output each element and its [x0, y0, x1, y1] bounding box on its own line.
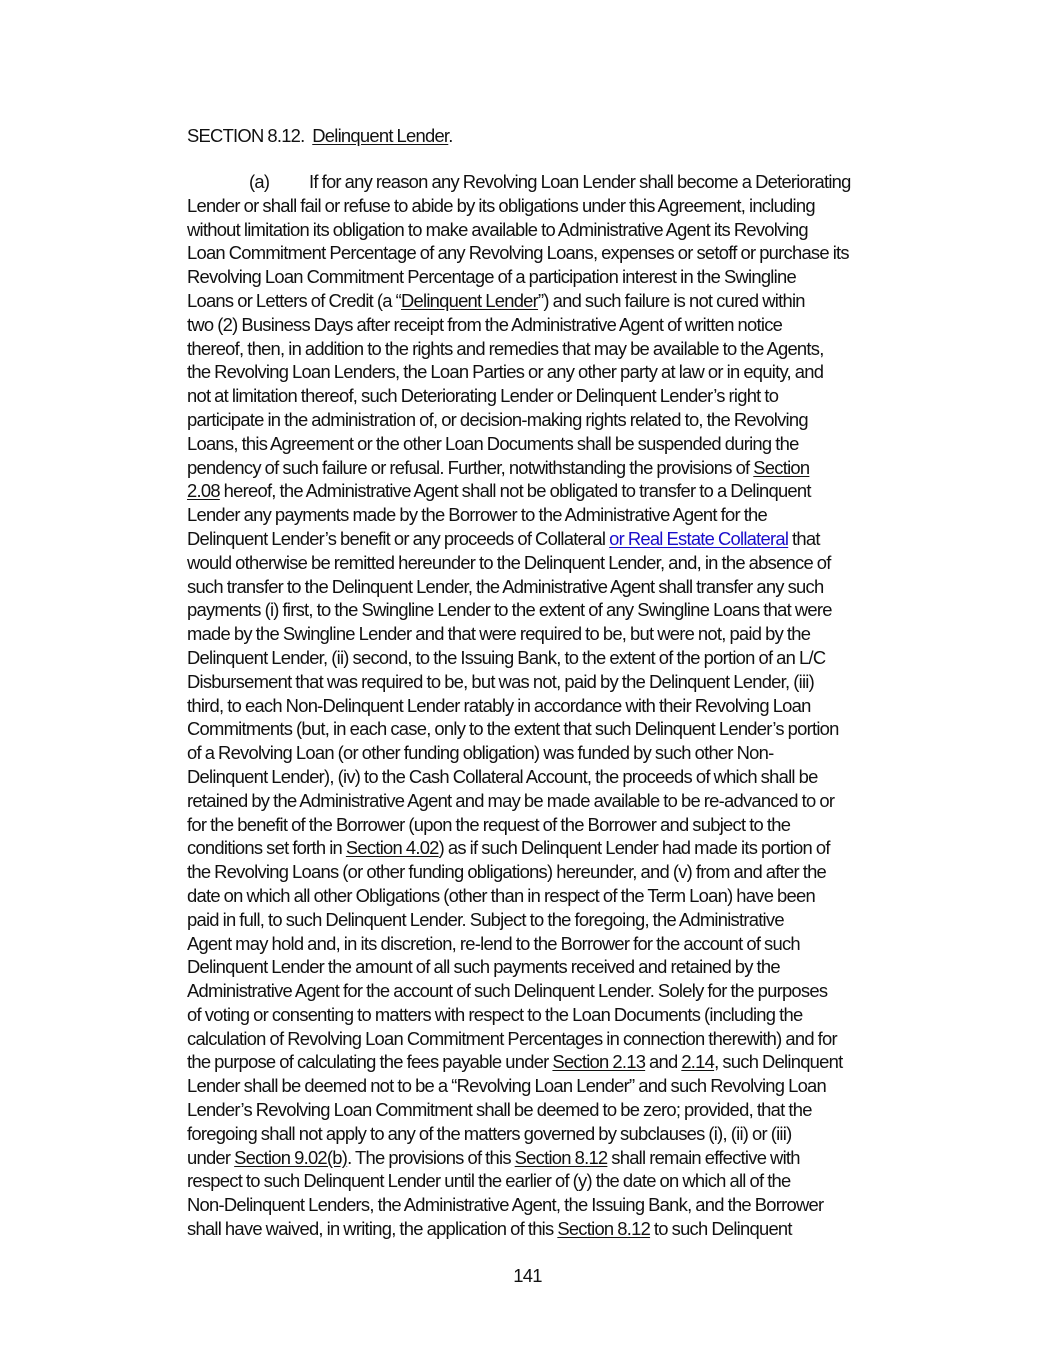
paragraph-line: for the benefit of the Borrower (upon the request of the Borrower and subject to the — [187, 813, 791, 835]
paragraph-line: not at limitation thereof, such Deteriorating Lender or Delinquent Lender’s right to — [187, 385, 779, 407]
section-reference: 2.08 — [187, 480, 220, 502]
paragraph-line: paid in full, to such Delinquent Lender. Subject to the foregoing, the Administrative — [187, 908, 784, 930]
paragraph-line: Lender any payments made by the Borrower to the Administrative Agent for the — [187, 504, 768, 526]
real-estate-collateral-link[interactable]: or Real Estate Collateral — [609, 527, 789, 549]
paragraph-line: Delinquent Lender, (ii) second, to the Issuing Bank, to the extent of the portion of an L/C — [187, 646, 826, 668]
paragraph-line: the Revolving Loan Lenders, the Loan Parties or any other party at law or in equity, and — [187, 361, 824, 383]
paragraph-line: thereof, then, in addition to the rights and remedies that may be available to the Agents, — [187, 337, 824, 359]
paragraph-line: Delinquent Lender’s benefit or any proceeds of Collateral or Real Estate Collateral that — [187, 527, 820, 549]
paragraph-line: made by the Swingline Lender and that were required to be, but were not, paid by the — [187, 623, 811, 645]
paragraph-line: 2.08 hereof, the Administrative Agent shall not be obligated to transfer to a Delinquent — [187, 480, 811, 502]
paragraph-line: Lender’s Revolving Loan Commitment shall be deemed to be zero; provided, that the — [187, 1099, 812, 1121]
paragraph-line: Loans or Letters of Credit (a “Delinquent Lender”) and such failure is not cured within — [187, 289, 805, 311]
paragraph-line: Loans, this Agreement or the other Loan Documents shall be suspended during the — [187, 432, 799, 454]
section-reference: Section 8.12 — [557, 1218, 651, 1240]
paragraph-line: calculation of Revolving Loan Commitment Percentages in connection therewith) and for — [187, 1027, 837, 1049]
paragraph-line: Loan Commitment Percentage of any Revolving Loans, expenses or setoff or purchase its — [187, 242, 849, 264]
paragraph-line: retained by the Administrative Agent and may be made available to be re-advanced to or — [187, 789, 835, 811]
paragraph-line: Administrative Agent for the account of such Delinquent Lender. Solely for the purposes — [187, 980, 828, 1002]
paragraph-line: such transfer to the Delinquent Lender, the Administrative Agent shall transfer any such — [187, 575, 824, 597]
paragraph-line: Delinquent Lender the amount of all such payments received and retained by the — [187, 956, 780, 978]
section-reference: Section 8.12 — [514, 1146, 608, 1168]
paragraph-line: third, to each Non-Delinquent Lender ratably in accordance with their Revolving Loan — [187, 694, 811, 716]
section-reference: Section 2.13 — [552, 1051, 646, 1073]
paragraph-line: (a) If for any reason any Revolving Loan Lender shall become a Deteriorating — [249, 171, 851, 192]
paragraph-line: the Revolving Loans (or other funding obligations) hereunder, and (v) from and after the — [187, 861, 827, 883]
paragraph-line: respect to such Delinquent Lender until the earlier of (y) the date on which all of the — [187, 1170, 791, 1192]
section-reference: Section 9.02(b) — [234, 1146, 348, 1168]
section-paragraph — [187, 170, 947, 1241]
paragraph-line: participate in the administration of, or decision-making rights related to, the Revolving — [187, 408, 808, 430]
paragraph-line: Delinquent Lender), (iv) to the Cash Collateral Account, the proceeds of which shall be — [187, 765, 818, 787]
section-title-suffix: . — [448, 125, 453, 146]
section-reference: 2.14 — [681, 1051, 715, 1073]
paragraph-line: two (2) Business Days after receipt from the Administrative Agent of written notice — [187, 313, 783, 335]
paragraph-line: Agent may hold and, in its discretion, re-lend to the Borrower for the account of such — [187, 932, 800, 954]
paragraph-line: Lender or shall fail or refuse to abide by its obligations under this Agreement, including — [187, 194, 815, 216]
paragraph-line: Revolving Loan Commitment Percentage of a participation interest in the Swingline — [187, 266, 796, 288]
paragraph-line: of a Revolving Loan (or other funding obligation) was funded by such other Non- — [187, 742, 774, 764]
section-heading — [187, 124, 453, 148]
paragraph-line: Lender shall be deemed not to be a “Revolving Loan Lender” and such Revolving Loan — [187, 1075, 827, 1097]
paragraph-line: without limitation its obligation to make available to Administrative Agent its Revolving — [187, 218, 808, 240]
paragraph-line: conditions set forth in Section 4.02) as if such Delinquent Lender had made its portion of — [187, 837, 830, 859]
section-reference: Section 4.02 — [345, 837, 439, 859]
paragraph-line: under Section 9.02(b). The provisions of this Section 8.12 shall remain effective with — [187, 1146, 800, 1168]
paragraph-line: the purpose of calculating the fees payable under Section 2.13 and 2.14, such Delinquent — [187, 1051, 843, 1073]
paragraph-line: pendency of such failure or refusal. Further, notwithstanding the provisions of Section — [187, 456, 810, 478]
section-reference: Section — [753, 456, 810, 478]
page-number: 141 — [513, 1265, 542, 1286]
section-title: Delinquent Lender — [312, 125, 449, 146]
section-number: SECTION 8.12. — [187, 125, 305, 146]
paragraph-line: Non-Delinquent Lenders, the Administrative Agent, the Issuing Bank, and the Borrower — [187, 1194, 824, 1216]
paragraph-line: foregoing shall not apply to any of the matters governed by subclauses (i), (ii) or (iii) — [187, 1122, 792, 1144]
paragraph-line: of voting or consenting to matters with respect to the Loan Documents (including the — [187, 1003, 803, 1025]
defined-term-delinquent-lender: Delinquent Lender — [400, 289, 539, 311]
paragraph-line: payments (i) first, to the Swingline Lender to the extent of any Swingline Loans that were — [187, 599, 832, 621]
paragraph-label: (a) — [249, 171, 270, 192]
paragraph-line: Commitments (but, in each case, only to the extent that such Delinquent Lender’s portion — [187, 718, 839, 740]
paragraph-line: shall have waived, in writing, the application of this Section 8.12 to such Delinquent — [187, 1218, 792, 1240]
paragraph-line: would otherwise be remitted hereunder to the Delinquent Lender, and, in the absence of — [187, 551, 831, 573]
paragraph-line: date on which all other Obligations (other than in respect of the Term Loan) have been — [187, 884, 815, 906]
paragraph-line: Disbursement that was required to be, but was not, paid by the Delinquent Lender, (iii) — [187, 670, 814, 692]
